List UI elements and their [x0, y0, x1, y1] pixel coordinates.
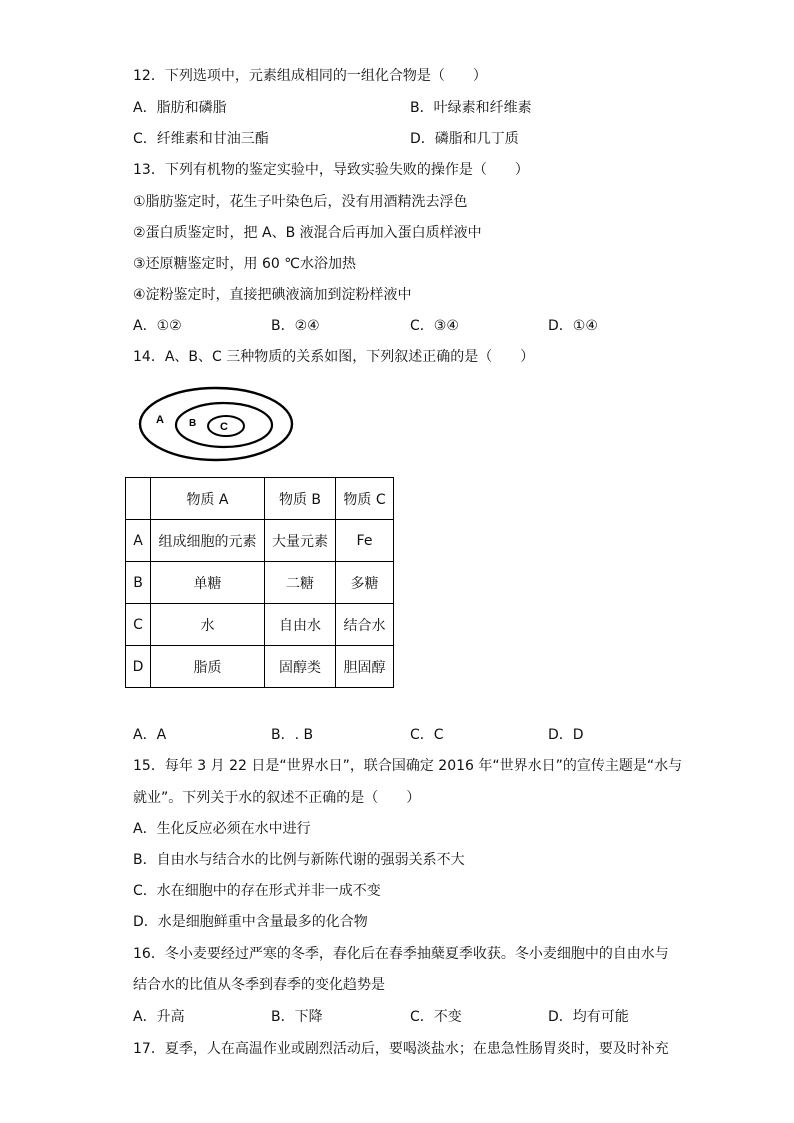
table-cell: 多糖: [336, 562, 394, 604]
q14-option-d: D．D: [548, 727, 584, 743]
q13-item-4: ④淀粉鉴定时，直接把碘液滴加到淀粉样液中: [133, 287, 412, 303]
table-header-cell: [126, 478, 151, 520]
table-cell: 胆固醇: [336, 646, 394, 688]
q13-item-2: ②蛋白质鉴定时，把 A、B 液混合后再加入蛋白质样液中: [133, 225, 482, 241]
table-cell: 二糖: [265, 562, 336, 604]
table-row: [126, 604, 394, 646]
diagram-label-b: B: [189, 418, 197, 429]
table-cell: 单糖: [151, 562, 265, 604]
table-cell: 大量元素: [265, 520, 336, 562]
q16-stem-line-1: 16．冬小麦要经过严寒的冬季，春化后在春季抽蘖夏季收获。冬小麦细胞中的自由水与: [133, 946, 669, 962]
table-row: [126, 520, 394, 562]
q14-stem: 14．A、B、C 三种物质的关系如图，下列叙述正确的是（ ）: [133, 349, 535, 365]
q16-option-b: B．下降: [271, 1009, 323, 1025]
table-cell: Fe: [336, 520, 394, 562]
table-cell: B: [126, 562, 151, 604]
q12-option-d: D．磷脂和几丁质: [410, 131, 519, 147]
q16-option-d: D．均有可能: [548, 1009, 629, 1025]
table-cell: 水: [151, 604, 265, 646]
q13-option-d: D．①④: [548, 318, 598, 334]
q13-item-1: ①脂肪鉴定时，花生子叶染色后，没有用酒精洗去浮色: [133, 194, 468, 210]
q13-item-3: ③还原糖鉴定时，用 60 ℃水浴加热: [133, 256, 356, 272]
table-cell: D: [126, 646, 151, 688]
q13-option-c: C．③④: [410, 318, 459, 334]
table-row: [126, 562, 394, 604]
q14-option-a: A．A: [133, 727, 167, 743]
q12-stem: 12．下列选项中，元素组成相同的一组化合物是（ ）: [133, 68, 487, 84]
q12-option-b: B．叶绿素和纤维素: [410, 100, 532, 116]
table-cell: 脂质: [151, 646, 265, 688]
q15-option-c: C．水在细胞中的存在形式并非一成不变: [133, 883, 381, 899]
table-cell: A: [126, 520, 151, 562]
q15-option-b: B．自由水与结合水的比例与新陈代谢的强弱关系不大: [133, 852, 465, 868]
q15-stem-line-2: 就业”。下列关于水的叙述不正确的是（ ）: [133, 790, 421, 806]
q16-stem-line-2: 结合水的比值从冬季到春季的变化趋势是: [133, 977, 385, 993]
table-cell: 结合水: [336, 604, 394, 646]
q15-option-a: A．生化反应必须在水中进行: [133, 821, 311, 837]
table-cell: 自由水: [265, 604, 336, 646]
diagram-label-a: A: [156, 414, 164, 426]
nested-ellipse-diagram: [136, 384, 296, 464]
table-header-cell: 物质 C: [336, 478, 394, 520]
table-cell: 组成细胞的元素: [151, 520, 265, 562]
q16-option-a: A．升高: [133, 1009, 185, 1025]
q13-option-a: A．①②: [133, 318, 182, 334]
table-cell: C: [126, 604, 151, 646]
diagram-label-c: C: [220, 421, 228, 433]
table-cell: 固醇类: [265, 646, 336, 688]
table-header-cell: 物质 B: [265, 478, 336, 520]
q13-stem: 13．下列有机物的鉴定实验中，导致实验失败的操作是（ ）: [133, 162, 529, 178]
q12-option-a: A．脂肪和磷脂: [133, 100, 227, 116]
table-header-row: [126, 478, 394, 520]
q15-option-d: D．水是细胞鲜重中含量最多的化合物: [133, 914, 368, 930]
q17-stem-line-1: 17．夏季，人在高温作业或剧烈活动后，要喝淡盐水；在患急性肠胃炎时，要及时补充: [133, 1041, 669, 1057]
q14-option-c: C．C: [410, 727, 444, 743]
table-row: [126, 646, 394, 688]
q13-option-b: B．②④: [271, 318, 320, 334]
q15-stem-line-1: 15．每年 3 月 22 日是“世界水日”，联合国确定 2016 年“世界水日”的宣传主题是“水与: [133, 758, 683, 774]
q12-option-c: C．纤维素和甘油三酯: [133, 131, 269, 147]
q16-option-c: C．不变: [410, 1009, 462, 1025]
q14-option-b: B．. B: [271, 727, 314, 743]
substance-table: [125, 477, 394, 688]
table-header-cell: 物质 A: [151, 478, 265, 520]
